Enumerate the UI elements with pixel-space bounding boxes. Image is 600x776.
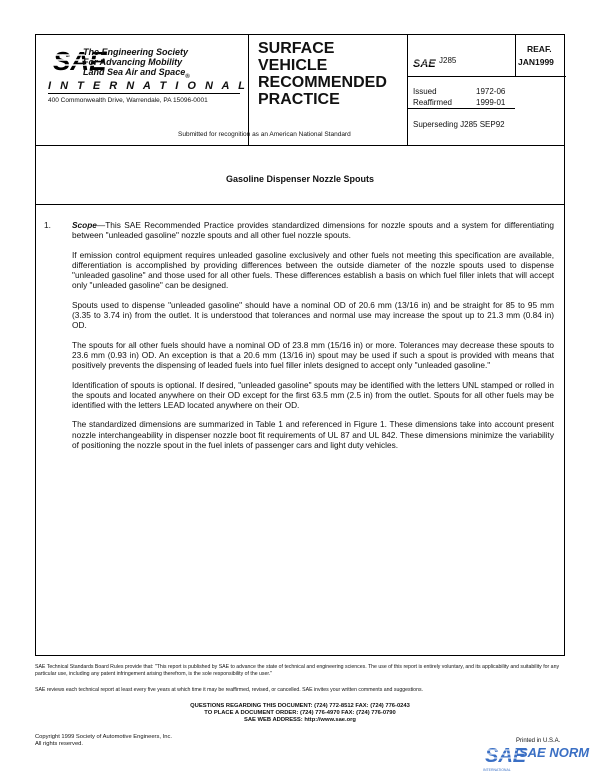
body-paragraph: The spouts for all other fuels should have a nominal OD of 23.8 mm (15/16 in) or more. Tolerances may decrease these spouts to 23.6 mm (0.93 in) OD. An exception is that a 20.6 mm (13/16 in) spout may be used if such a spout is provided with means that positively prevents the dispensing of leaded fuels into fuel filler inlets designed to accept only "unleaded gasoline." <box>72 339 554 371</box>
bottom-rule <box>35 655 565 656</box>
superseding-note: Superseding J285 SEP92 <box>413 120 505 129</box>
title-rule <box>35 204 565 205</box>
document-type-line: PRACTICE <box>258 91 340 108</box>
footer-note: SAE Technical Standards Board Rules provide that: "This report is published by SAE to advance the state of technical and engineering sciences. The use of this report is entirely voluntary, and its applicability and suitability for any particular use, including any patent infringement arising therefrom, is the sole responsibility of the user." <box>35 664 560 677</box>
header-divider <box>407 108 515 109</box>
header-divider <box>248 35 249 145</box>
printed-note: Printed in U.S.A. <box>516 738 561 744</box>
document-type <box>258 40 387 108</box>
copyright-line: Copyright 1999 Society of Automotive Engineers, Inc. <box>35 734 172 740</box>
web-line: SAE WEB ADDRESS: http://www.sae.org <box>244 717 356 723</box>
international-rule <box>48 93 240 94</box>
section-number: 1. <box>44 220 51 230</box>
reaffirmed-value: 1999-01 <box>476 98 506 107</box>
trademark: ® <box>185 73 190 80</box>
brand-sub: INTERNATIONAL <box>483 768 511 772</box>
reaf-label: REAF. <box>527 44 552 54</box>
document-type-line: SURFACE <box>258 40 335 57</box>
questions-line: QUESTIONS REGARDING THIS DOCUMENT: (724) 772-8512 FAX: (724) 776-0243 <box>190 703 410 709</box>
order-line: TO PLACE A DOCUMENT ORDER: (724) 776-4970 FAX: (724) 776-0790 <box>204 710 396 716</box>
submitted-note: Submitted for recognition as an American National Standard <box>178 131 351 138</box>
document-title: Gasoline Dispenser Nozzle Spouts <box>225 174 375 184</box>
body-text <box>44 220 554 459</box>
sae-norm-logo-text: SAE <box>485 745 527 767</box>
reaf-date: JAN1999 <box>518 57 554 67</box>
reaffirmed-label: Reaffirmed <box>413 98 452 107</box>
footer-note: SAE reviews each technical report at least every five years at which time it may be reaffirmed, revised, or cancelled. SAE invites your written comments and suggestions. <box>35 687 423 693</box>
header-divider <box>407 35 408 145</box>
body-paragraph: Identification of spouts is optional. If desired, "unleaded gasoline" spouts may be identified with the letters UNL stamped or rolled in the spouts and located anywhere on their OD except for the first 63.5 mm (2.5 in) from the outlet. Spouts for all other fuels may be identified with the letters LEAD located anywhere on their OD. <box>72 379 554 411</box>
document-type-line: RECOMMENDED <box>258 74 387 91</box>
body-paragraph: If emission control equipment requires unleaded gasoline exclusively and other fuels not meeting this specification are available, differentiation is accomplished by providing differences between the outside diameter of the nozzle spouts used to dispense "unleaded gasoline" and those used for all other fuels. These differences establish a basis on which fuel filler inlets that will accept only "unleaded gasoline" can be designed. <box>72 249 554 291</box>
society-line: For Advancing Mobility <box>83 57 183 67</box>
frame-left <box>35 146 36 655</box>
frame-right <box>564 146 565 655</box>
sae-small-logo-text: SAE <box>413 58 436 70</box>
sae-norm-logo <box>485 742 527 767</box>
document-type-line: VEHICLE <box>258 57 328 74</box>
header-divider <box>515 35 516 76</box>
brand-name: SAE NORM <box>519 745 590 760</box>
issued-value: 1972-06 <box>476 87 506 96</box>
sae-small-logo <box>413 57 435 68</box>
society-line: The Engineering Society <box>83 47 189 57</box>
section-heading: Scope <box>72 220 97 230</box>
header-divider <box>407 76 566 77</box>
international-label: I N T E R N A T I O N A L <box>48 80 248 92</box>
society-line-text: Land Sea Air and Space <box>83 67 186 77</box>
issued-label: Issued <box>413 87 437 96</box>
body-paragraph: The standardized dimensions are summarized in Table 1 and referenced in Figure 1. These dimensions take into account present nozzle interchangeability in dispenser nozzle boot fit requirements of UL 87 and UL 842. These dimensions minimize the variability of positioning the nozzle spout in the fuel inlets of passenger cars and light duty vehicles. <box>72 419 554 451</box>
rights-line: All rights reserved. <box>35 741 84 747</box>
document-number: J285 <box>439 56 457 65</box>
scope-lead: —This SAE Recommended Practice provides standardized dimensions for nozzle spouts and a system for differentiating between "unleaded gasoline" nozzle spouts and all other fuel nozzle spouts. <box>72 220 554 241</box>
society-address: 400 Commonwealth Drive, Warrendale, PA 15096-0001 <box>48 97 208 104</box>
body-paragraph: Spouts used to dispense "unleaded gasoline" should have a nominal OD of 20.6 mm (13/16 in) and be straight for 85 to 95 mm (3.35 to 3.74 in) from the outlet. It is understood that tolerances and normal use may increase the spout up to 21.3 mm (0.84 in) OD. <box>72 299 554 331</box>
sae-logo-text: SAE <box>53 46 107 76</box>
scope-paragraph <box>44 220 554 241</box>
copyright <box>35 734 172 748</box>
